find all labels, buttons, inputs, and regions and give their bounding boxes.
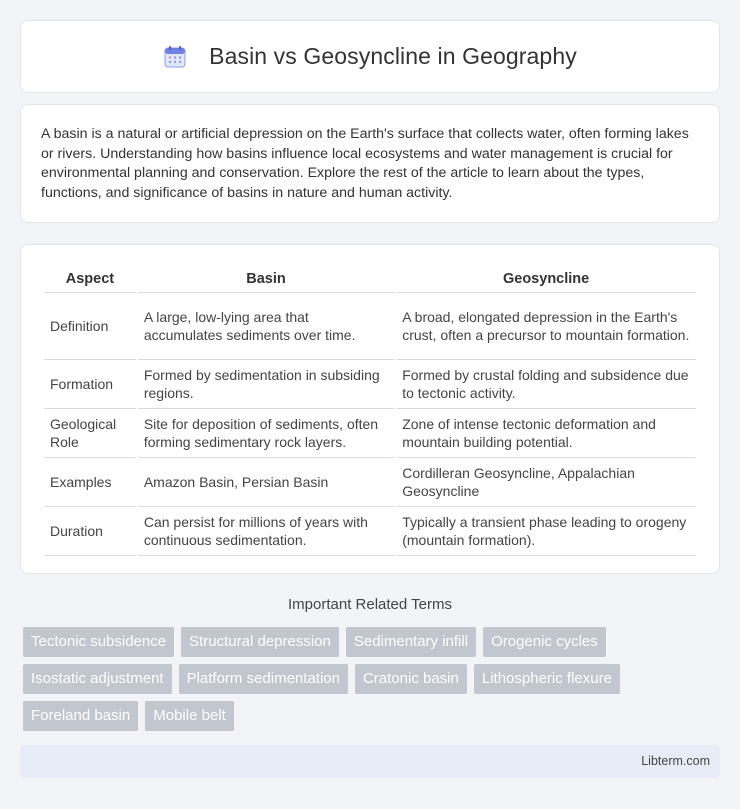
title-wrap — [163, 43, 577, 70]
row-geosyncline: Typically a transient phase leading to orogeny (mountain formation). — [396, 507, 696, 556]
row-aspect: Duration — [44, 507, 136, 556]
term-tag[interactable]: Platform sedimentation — [179, 664, 348, 694]
calendar-icon — [163, 45, 187, 69]
term-tag[interactable]: Lithospheric flexure — [474, 664, 620, 694]
row-basin: Amazon Basin, Persian Basin — [138, 458, 394, 507]
related-terms-title: Important Related Terms — [288, 596, 452, 613]
row-geosyncline: Zone of intense tectonic deformation and mountain building potential. — [396, 409, 696, 458]
row-basin: Site for deposition of sediments, often forming sedimentary rock layers. — [138, 409, 394, 458]
table-row — [44, 293, 696, 360]
header-card — [20, 20, 720, 93]
footer — [20, 745, 720, 778]
row-aspect: Geological Role — [44, 409, 136, 458]
table-row — [44, 507, 696, 556]
term-tag[interactable]: Foreland basin — [23, 701, 138, 731]
related-terms-list — [23, 627, 723, 731]
row-aspect: Examples — [44, 458, 136, 507]
row-basin: Formed by sedimentation in subsiding regions. — [138, 360, 394, 409]
term-tag[interactable]: Isostatic adjustment — [23, 664, 172, 694]
row-geosyncline: A broad, elongated depression in the Earth's crust, often a precursor to mountain formation. — [396, 293, 696, 360]
header-geosyncline: Geosyncline — [396, 265, 696, 293]
intro-card — [20, 104, 720, 223]
intro-paragraph: A basin is a natural or artificial depression on the Earth's surface that collects water, often forming lakes or rivers. Understanding how basins influence local ecosystems and water management is crucial for environmental planning and conservation. Explore the rest of the article to learn about the types, functions, and significance of basins in nature and human activity. — [41, 126, 689, 201]
page-title: Basin vs Geosyncline in Geography — [209, 43, 577, 69]
row-aspect: Definition — [44, 293, 136, 360]
comparison-table-card — [20, 244, 720, 574]
header-aspect: Aspect — [44, 265, 136, 293]
comparison-table — [42, 265, 698, 556]
term-tag[interactable]: Sedimentary infill — [346, 627, 476, 657]
row-aspect: Formation — [44, 360, 136, 409]
row-basin: Can persist for millions of years with continuous sedimentation. — [138, 507, 394, 556]
term-tag[interactable]: Tectonic subsidence — [23, 627, 174, 657]
table-row — [44, 458, 696, 507]
term-tag[interactable]: Orogenic cycles — [483, 627, 606, 657]
header-basin: Basin — [138, 265, 394, 293]
term-tag[interactable]: Structural depression — [181, 627, 339, 657]
row-geosyncline: Cordilleran Geosyncline, Appalachian Geosyncline — [396, 458, 696, 507]
table-row — [44, 409, 696, 458]
term-tag[interactable]: Cratonic basin — [355, 664, 467, 694]
row-basin: A large, low-lying area that accumulates sediments over time. — [138, 293, 394, 360]
footer-site-link[interactable]: Libterm.com — [641, 754, 710, 768]
row-geosyncline: Formed by crustal folding and subsidence due to tectonic activity. — [396, 360, 696, 409]
term-tag[interactable]: Mobile belt — [145, 701, 234, 731]
table-header-row — [44, 265, 696, 293]
table-row — [44, 360, 696, 409]
